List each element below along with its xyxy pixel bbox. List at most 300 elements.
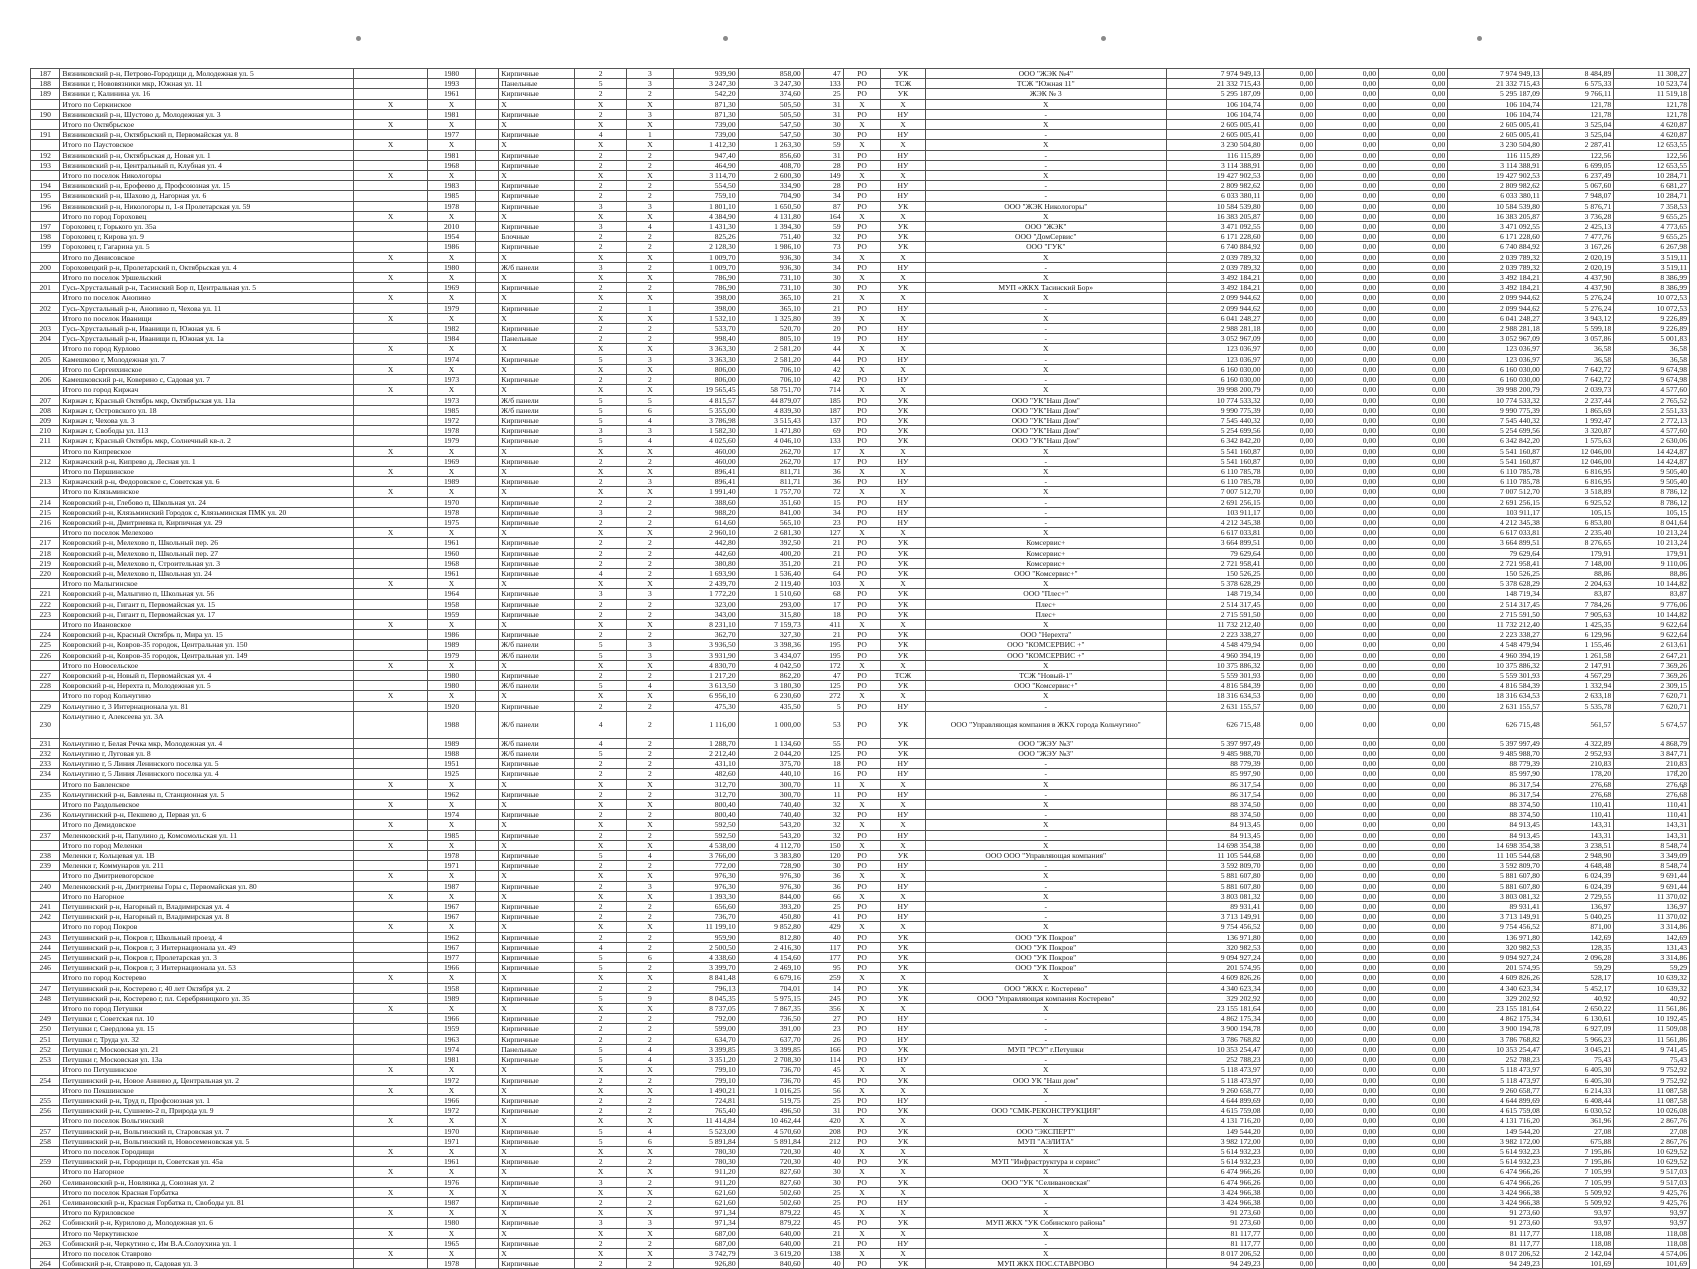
total-cost-cell: 2 988 281,18: [1167, 324, 1264, 334]
wall-material-cell: Кирпичные: [499, 354, 575, 364]
region-budget-cell: 0,00: [1316, 891, 1379, 901]
residential-area-cell: 450,80: [738, 912, 803, 922]
region-budget-cell: 0,00: [1316, 232, 1379, 242]
management-type-cell: НУ: [881, 1197, 925, 1207]
cost-per-sqm-cell: 8 484,89: [1542, 69, 1613, 79]
total-cost-cell: 84 913,45: [1167, 830, 1264, 840]
row-number: 257: [31, 1126, 60, 1136]
wall-material-cell: X: [499, 344, 575, 354]
region-budget-cell: 0,00: [1316, 466, 1379, 476]
total-cost-cell: 11 732 212,40: [1167, 619, 1264, 629]
wall-material-cell: X: [499, 579, 575, 589]
row-number: 251: [31, 1034, 60, 1044]
address-cell: Петушки г, Московская ул. 21: [60, 1044, 354, 1054]
floors-cell: X: [574, 1167, 626, 1177]
wall-material-cell: Кирпичные: [499, 810, 575, 820]
address-cell: Ковровский р-н, Красный Октябрь п, Мира ул. 15: [60, 630, 354, 640]
address-cell: Петушинский р-н, Покров г, Пролетарская ул. 3: [60, 953, 354, 963]
marker-cell: X: [354, 922, 428, 932]
limit-per-sqm-cell: 3 519,11: [1614, 262, 1690, 272]
marker-cell: [354, 79, 428, 89]
fund-form-cell: РО: [843, 630, 881, 640]
address-cell: Итого по Сергеихинское: [60, 364, 354, 374]
blank-cell: [476, 1167, 499, 1177]
fund-form-cell: РО: [843, 932, 881, 942]
total-cost-cell: 116 115,89: [1167, 150, 1264, 160]
total-area-cell: 1 772,20: [673, 589, 738, 599]
residential-area-cell: 543,20: [738, 820, 803, 830]
row-number: 210: [31, 426, 60, 436]
organization-cell: X: [925, 313, 1166, 323]
cost-per-sqm-cell: 7 105,99: [1542, 1167, 1613, 1177]
total-cost-cell: 329 202,92: [1167, 993, 1264, 1003]
wall-material-cell: Кирпичные: [499, 507, 575, 517]
fund-form-cell: РО: [843, 881, 881, 891]
fund-cell: 0,00: [1263, 953, 1315, 963]
blank-cell: [476, 89, 499, 99]
blank-cell: [476, 120, 499, 130]
total-cost-cell: 2 099 944,62: [1167, 303, 1264, 313]
region-budget-cell: 0,00: [1316, 759, 1379, 769]
year-cell: 1964: [427, 589, 475, 599]
cost-per-sqm-cell: 6 030,52: [1542, 1106, 1613, 1116]
total-cost-cell: 4 816 584,39: [1167, 681, 1264, 691]
wall-material-cell: Кирпичные: [499, 1095, 575, 1105]
fund-form-cell: X: [843, 973, 881, 983]
fund-form-cell: РО: [843, 507, 881, 517]
management-type-cell: УК: [881, 89, 925, 99]
region-budget-cell: 0,00: [1316, 711, 1379, 738]
wall-material-cell: X: [499, 1228, 575, 1238]
fund-cell: 0,00: [1263, 1208, 1315, 1218]
fund-form-cell: X: [843, 1146, 881, 1156]
floors-cell: X: [574, 528, 626, 538]
residents-cell: 30: [803, 130, 843, 140]
table-row: [31, 1177, 1690, 1187]
organization-cell: X: [925, 273, 1166, 283]
year-cell: X: [427, 364, 475, 374]
owners-funds-cell: 2 099 944,62: [1448, 293, 1542, 303]
year-cell: 1963: [427, 1034, 475, 1044]
floors-cell: 2: [574, 932, 626, 942]
blank-cell: [476, 1157, 499, 1167]
table-row: [31, 1126, 1690, 1136]
floors-cell: 5: [574, 1055, 626, 1065]
scan-mark: [1101, 36, 1106, 41]
region-budget-cell: 0,00: [1316, 983, 1379, 993]
entrances-cell: 3: [627, 477, 673, 487]
marker-cell: [354, 953, 428, 963]
fund-cell: 0,00: [1263, 691, 1315, 701]
organization-cell: ООО "ЭКСПЕРТ": [925, 1126, 1166, 1136]
management-type-cell: X: [881, 1116, 925, 1126]
marker-cell: X: [354, 871, 428, 881]
table-row: [31, 589, 1690, 599]
subtotal-row: [31, 293, 1690, 303]
entrances-cell: X: [627, 922, 673, 932]
marker-cell: X: [354, 579, 428, 589]
marker-cell: [354, 395, 428, 405]
subtotal-row: [31, 487, 1690, 497]
total-cost-cell: 5 614 932,23: [1167, 1146, 1264, 1156]
fund-form-cell: РО: [843, 902, 881, 912]
row-number: 260: [31, 1177, 60, 1187]
blank-cell: [476, 385, 499, 395]
row-number: [31, 385, 60, 395]
limit-per-sqm-cell: 2 630,06: [1614, 436, 1690, 446]
local-budget-cell: 0,00: [1379, 89, 1448, 99]
fund-cell: 0,00: [1263, 932, 1315, 942]
address-cell: Итого по Октябрьское: [60, 120, 354, 130]
blank-cell: [476, 405, 499, 415]
fund-cell: 0,00: [1263, 1167, 1315, 1177]
local-budget-cell: 0,00: [1379, 1208, 1448, 1218]
row-number: 220: [31, 568, 60, 578]
floors-cell: X: [574, 99, 626, 109]
year-cell: 1958: [427, 983, 475, 993]
organization-cell: ООО "УК"Наш Дом": [925, 426, 1166, 436]
fund-form-cell: X: [843, 1208, 881, 1218]
entrances-cell: X: [627, 293, 673, 303]
cost-per-sqm-cell: 1 575,63: [1542, 436, 1613, 446]
limit-per-sqm-cell: 9 674,98: [1614, 375, 1690, 385]
fund-form-cell: X: [843, 273, 881, 283]
table-row: [31, 1034, 1690, 1044]
entrances-cell: 2: [627, 1106, 673, 1116]
entrances-cell: 5: [627, 395, 673, 405]
region-budget-cell: 0,00: [1316, 749, 1379, 759]
total-cost-cell: 3 424 966,38: [1167, 1187, 1264, 1197]
marker-cell: [354, 942, 428, 952]
blank-cell: [476, 211, 499, 221]
total-cost-cell: 5 378 628,29: [1167, 579, 1264, 589]
floors-cell: 2: [574, 1024, 626, 1034]
organization-cell: ТСЖ "Южная 11": [925, 79, 1166, 89]
table-row: [31, 201, 1690, 211]
fund-form-cell: X: [843, 820, 881, 830]
organization-cell: X: [925, 619, 1166, 629]
marker-cell: [354, 232, 428, 242]
fund-form-cell: РО: [843, 1157, 881, 1167]
entrances-cell: 2: [627, 1075, 673, 1085]
limit-per-sqm-cell: 143,31: [1614, 830, 1690, 840]
local-budget-cell: 0,00: [1379, 436, 1448, 446]
total-area-cell: 656,60: [673, 902, 738, 912]
management-type-cell: НУ: [881, 769, 925, 779]
table-row: [31, 881, 1690, 891]
local-budget-cell: 0,00: [1379, 851, 1448, 861]
floors-cell: X: [574, 364, 626, 374]
local-budget-cell: 0,00: [1379, 344, 1448, 354]
cost-per-sqm-cell: 7 105,99: [1542, 1177, 1613, 1187]
wall-material-cell: Кирпичные: [499, 517, 575, 527]
management-type-cell: X: [881, 691, 925, 701]
organization-cell: X: [925, 579, 1166, 589]
blank-cell: [476, 932, 499, 942]
cost-per-sqm-cell: 93,97: [1542, 1218, 1613, 1228]
table-row: [31, 1044, 1690, 1054]
region-budget-cell: 0,00: [1316, 1126, 1379, 1136]
marker-cell: X: [354, 385, 428, 395]
owners-funds-cell: 6 171 228,60: [1448, 232, 1542, 242]
organization-cell: -: [925, 334, 1166, 344]
limit-per-sqm-cell: 12 653,55: [1614, 160, 1690, 170]
table-row: [31, 191, 1690, 201]
year-cell: X: [427, 922, 475, 932]
limit-per-sqm-cell: 11 519,18: [1614, 89, 1690, 99]
fund-form-cell: РО: [843, 303, 881, 313]
cost-per-sqm-cell: 4 437,90: [1542, 283, 1613, 293]
wall-material-cell: X: [499, 1146, 575, 1156]
fund-form-cell: РО: [843, 650, 881, 660]
total-area-cell: 442,60: [673, 548, 738, 558]
marker-cell: [354, 191, 428, 201]
address-cell: Петушинский р-н, Труд п, Профсоюзная ул. 1: [60, 1095, 354, 1105]
year-cell: 1985: [427, 405, 475, 415]
limit-per-sqm-cell: 9 674,98: [1614, 364, 1690, 374]
organization-cell: -: [925, 1095, 1166, 1105]
blank-cell: [476, 973, 499, 983]
fund-form-cell: X: [843, 1085, 881, 1095]
limit-per-sqm-cell: 122,56: [1614, 150, 1690, 160]
limit-per-sqm-cell: 2 551,33: [1614, 405, 1690, 415]
address-cell: Вязниковский р-н, Петрово-Городищи д, Молодежная ул. 5: [60, 69, 354, 79]
floors-cell: 5: [574, 993, 626, 1003]
floors-cell: 4: [574, 942, 626, 952]
management-type-cell: УК: [881, 558, 925, 568]
organization-cell: ООО ООО "Управляющая компания": [925, 851, 1166, 861]
limit-per-sqm-cell: 27,08: [1614, 1126, 1690, 1136]
table-row: [31, 942, 1690, 952]
fund-cell: 0,00: [1263, 630, 1315, 640]
organization-cell: -: [925, 902, 1166, 912]
residential-area-cell: 736,70: [738, 1065, 803, 1075]
fund-cell: 0,00: [1263, 619, 1315, 629]
year-cell: 1978: [427, 851, 475, 861]
entrances-cell: 3: [627, 1218, 673, 1228]
residents-cell: 14: [803, 983, 843, 993]
fund-cell: 0,00: [1263, 1075, 1315, 1085]
entrances-cell: X: [627, 800, 673, 810]
entrances-cell: 2: [627, 262, 673, 272]
year-cell: 1968: [427, 558, 475, 568]
marker-cell: [354, 334, 428, 344]
total-cost-cell: 4 340 623,34: [1167, 983, 1264, 993]
floors-cell: X: [574, 800, 626, 810]
marker-cell: [354, 242, 428, 252]
residential-area-cell: 10 462,44: [738, 1116, 803, 1126]
entrances-cell: 2: [627, 830, 673, 840]
wall-material-cell: Кирпичные: [499, 1197, 575, 1207]
owners-funds-cell: 201 574,95: [1448, 963, 1542, 973]
fund-cell: 0,00: [1263, 99, 1315, 109]
management-type-cell: X: [881, 293, 925, 303]
residential-area-cell: 1 986,10: [738, 242, 803, 252]
region-budget-cell: 0,00: [1316, 1197, 1379, 1207]
residential-area-cell: 4 112,70: [738, 840, 803, 850]
cost-per-sqm-cell: 5 276,24: [1542, 303, 1613, 313]
subtotal-row: [31, 1116, 1690, 1126]
residents-cell: 21: [803, 1238, 843, 1248]
address-cell: Итого по город Покров: [60, 922, 354, 932]
cost-per-sqm-cell: 6 024,39: [1542, 871, 1613, 881]
entrances-cell: 2: [627, 1014, 673, 1024]
blank-cell: [476, 150, 499, 160]
row-number: 198: [31, 232, 60, 242]
fund-cell: 0,00: [1263, 364, 1315, 374]
row-number: [31, 1208, 60, 1218]
wall-material-cell: X: [499, 1116, 575, 1126]
wall-material-cell: Кирпичные: [499, 953, 575, 963]
floors-cell: X: [574, 487, 626, 497]
entrances-cell: X: [627, 1085, 673, 1095]
local-budget-cell: 0,00: [1379, 171, 1448, 181]
entrances-cell: X: [627, 973, 673, 983]
entrances-cell: X: [627, 171, 673, 181]
residential-area-cell: 2 581,20: [738, 354, 803, 364]
organization-cell: X: [925, 691, 1166, 701]
entrances-cell: 2: [627, 497, 673, 507]
row-number: 245: [31, 953, 60, 963]
local-budget-cell: 0,00: [1379, 293, 1448, 303]
year-cell: X: [427, 871, 475, 881]
total-cost-cell: 3 492 184,21: [1167, 273, 1264, 283]
row-number: 238: [31, 851, 60, 861]
fund-cell: 0,00: [1263, 1177, 1315, 1187]
management-type-cell: X: [881, 779, 925, 789]
address-cell: Итого по поселок Красная Горбатка: [60, 1187, 354, 1197]
cost-per-sqm-cell: 7 784,26: [1542, 599, 1613, 609]
floors-cell: X: [574, 871, 626, 881]
region-budget-cell: 0,00: [1316, 99, 1379, 109]
entrances-cell: X: [627, 344, 673, 354]
organization-cell: X: [925, 293, 1166, 303]
marker-cell: [354, 1075, 428, 1085]
fund-form-cell: РО: [843, 861, 881, 871]
region-budget-cell: 0,00: [1316, 660, 1379, 670]
local-budget-cell: 0,00: [1379, 599, 1448, 609]
table-row: [31, 548, 1690, 558]
total-cost-cell: 2 039 789,32: [1167, 262, 1264, 272]
floors-cell: X: [574, 1228, 626, 1238]
region-budget-cell: 0,00: [1316, 517, 1379, 527]
cost-per-sqm-cell: 5 509,92: [1542, 1187, 1613, 1197]
cost-per-sqm-cell: 6 405,30: [1542, 1075, 1613, 1085]
local-budget-cell: 0,00: [1379, 953, 1448, 963]
organization-cell: -: [925, 1014, 1166, 1024]
total-area-cell: 11 414,84: [673, 1116, 738, 1126]
address-cell: Итого по город Курлово: [60, 344, 354, 354]
organization-cell: X: [925, 1167, 1166, 1177]
total-area-cell: 1 693,90: [673, 568, 738, 578]
year-cell: 1965: [427, 1238, 475, 1248]
marker-cell: [354, 1095, 428, 1105]
address-cell: Петушинский р-н, Вольгинский п, Старовская ул. 7: [60, 1126, 354, 1136]
organization-cell: X: [925, 1004, 1166, 1014]
management-type-cell: УК: [881, 993, 925, 1003]
entrances-cell: 2: [627, 599, 673, 609]
residential-area-cell: 2 044,20: [738, 749, 803, 759]
owners-funds-cell: 94 249,23: [1448, 1259, 1542, 1269]
fund-cell: 0,00: [1263, 160, 1315, 170]
blank-cell: [476, 1146, 499, 1156]
entrances-cell: X: [627, 1228, 673, 1238]
region-budget-cell: 0,00: [1316, 1024, 1379, 1034]
fund-form-cell: X: [843, 871, 881, 881]
blank-cell: [476, 1044, 499, 1054]
address-cell: Селивановский р-н, Новлянка д, Союзная ул. 2: [60, 1177, 354, 1187]
row-number: [31, 922, 60, 932]
marker-cell: [354, 89, 428, 99]
local-budget-cell: 0,00: [1379, 973, 1448, 983]
total-area-cell: 8 841,48: [673, 973, 738, 983]
address-cell: Ковровский р-н, Нерехта п, Молодежная ул. 5: [60, 681, 354, 691]
organization-cell: X: [925, 660, 1166, 670]
local-budget-cell: 0,00: [1379, 1116, 1448, 1126]
owners-funds-cell: 2 039 789,32: [1448, 262, 1542, 272]
entrances-cell: X: [627, 528, 673, 538]
fund-cell: 0,00: [1263, 881, 1315, 891]
residents-cell: 172: [803, 660, 843, 670]
region-budget-cell: 0,00: [1316, 881, 1379, 891]
row-number: 226: [31, 650, 60, 660]
total-cost-cell: 84 913,45: [1167, 820, 1264, 830]
subtotal-row: [31, 364, 1690, 374]
owners-funds-cell: 84 913,45: [1448, 820, 1542, 830]
total-cost-cell: 5 295 187,09: [1167, 89, 1264, 99]
total-area-cell: 947,40: [673, 150, 738, 160]
total-cost-cell: 86 317,54: [1167, 779, 1264, 789]
fund-form-cell: X: [843, 364, 881, 374]
row-number: 229: [31, 701, 60, 711]
total-area-cell: 2 960,10: [673, 528, 738, 538]
address-cell: Киржач г, Красный Октябрь мкр, Солнечный кв-л. 2: [60, 436, 354, 446]
cost-per-sqm-cell: 93,97: [1542, 1208, 1613, 1218]
subtotal-row: [31, 871, 1690, 881]
marker-cell: [354, 810, 428, 820]
floors-cell: 2: [574, 232, 626, 242]
local-budget-cell: 0,00: [1379, 273, 1448, 283]
wall-material-cell: X: [499, 891, 575, 901]
address-cell: Кольчугино г, 5 Линия Ленинского поселка ул. 4: [60, 769, 354, 779]
local-budget-cell: 0,00: [1379, 1167, 1448, 1177]
management-type-cell: X: [881, 1065, 925, 1075]
blank-cell: [476, 619, 499, 629]
year-cell: X: [427, 660, 475, 670]
blank-cell: [476, 497, 499, 507]
region-budget-cell: 0,00: [1316, 405, 1379, 415]
limit-per-sqm-cell: 88,86: [1614, 568, 1690, 578]
table-row: [31, 89, 1690, 99]
region-budget-cell: 0,00: [1316, 640, 1379, 650]
region-budget-cell: 0,00: [1316, 528, 1379, 538]
blank-cell: [476, 1208, 499, 1218]
table-row: [31, 670, 1690, 680]
fund-form-cell: X: [843, 344, 881, 354]
fund-form-cell: РО: [843, 477, 881, 487]
table-row: [31, 1055, 1690, 1065]
region-budget-cell: 0,00: [1316, 120, 1379, 130]
organization-cell: ООО "Управляющая компания Костерево": [925, 993, 1166, 1003]
residential-area-cell: 1 263,30: [738, 140, 803, 150]
local-budget-cell: 0,00: [1379, 99, 1448, 109]
residential-area-cell: 1 510,60: [738, 589, 803, 599]
fund-form-cell: РО: [843, 1024, 881, 1034]
limit-per-sqm-cell: 110,41: [1614, 800, 1690, 810]
total-area-cell: 8 737,05: [673, 1004, 738, 1014]
management-type-cell: X: [881, 619, 925, 629]
limit-per-sqm-cell: 2 309,15: [1614, 681, 1690, 691]
